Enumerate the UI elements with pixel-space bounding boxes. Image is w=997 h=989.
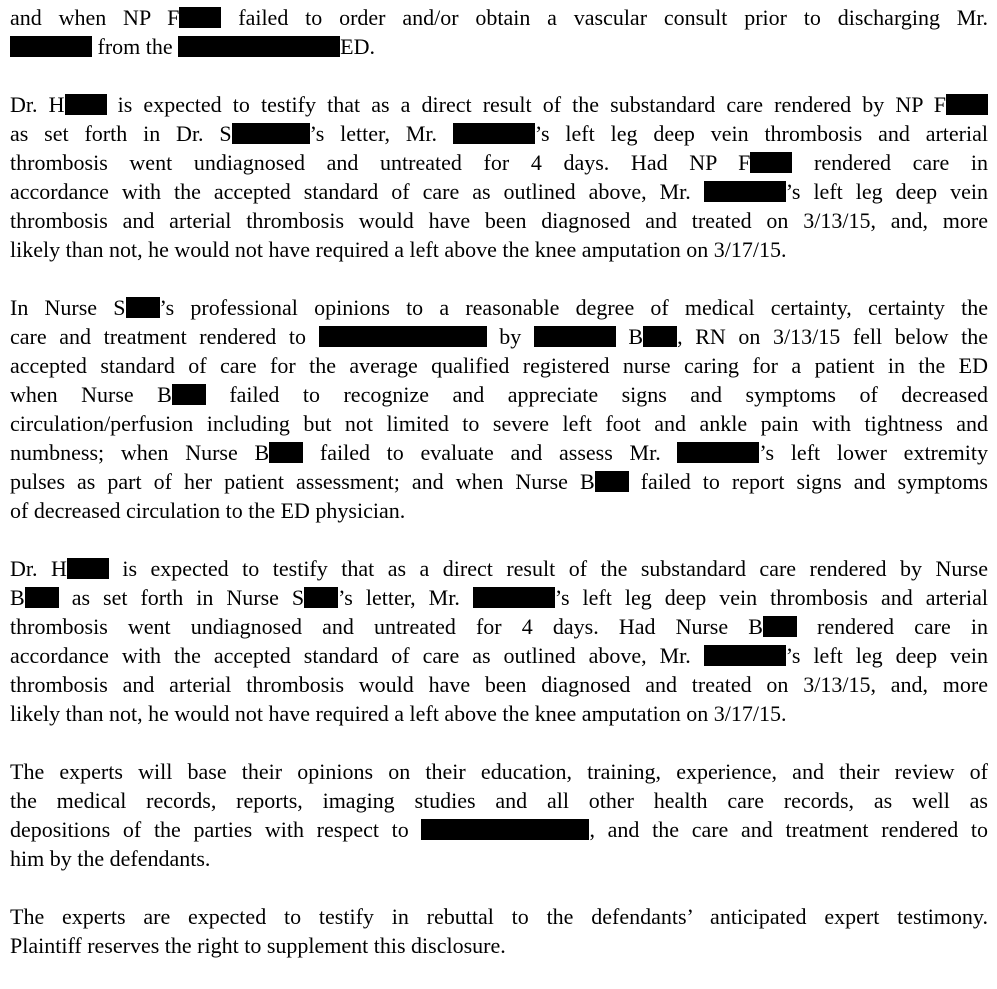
text-segment: likely than not, he would not have required a left above the knee amputation on 3/17/15. [10, 701, 787, 726]
text-segment: pulses as part of her patient assessment; and when Nurse B [10, 469, 595, 494]
text-segment: ED. [340, 34, 375, 59]
text-line [10, 3, 988, 32]
text-segment: accordance with the accepted standard of care as outlined above, Mr. [10, 643, 704, 668]
text-segment: as set forth in Dr. S [10, 121, 232, 146]
redaction-box [172, 384, 206, 405]
redaction-box [65, 94, 107, 115]
text-segment: him by the defendants. [10, 846, 211, 871]
redaction-box [534, 326, 616, 347]
text-line [10, 351, 988, 380]
text-segment: failed to evaluate and assess Mr. [303, 440, 678, 465]
text-line [10, 670, 988, 699]
text-segment: ’s left leg deep vein thrombosis and arterial [554, 585, 988, 610]
redaction-box [595, 471, 629, 492]
paragraph [10, 90, 988, 264]
redaction-box [126, 297, 160, 318]
text-segment: The experts are expected to testify in rebuttal to the defendants’ anticipated expert testimony. [10, 904, 988, 929]
text-segment: failed to report signs and symptoms [628, 469, 988, 494]
redaction-box [421, 819, 589, 840]
text-segment: by [486, 324, 534, 349]
redaction-box [704, 181, 786, 202]
redaction-box [704, 645, 786, 666]
text-segment: is expected to testify that as a direct result of the substandard care rendered by NP F [106, 92, 946, 117]
document-page [10, 3, 988, 989]
text-line [10, 206, 988, 235]
redaction-box [677, 442, 759, 463]
text-segment: ’s professional opinions to a reasonable degree of medical certainty, certainty the [159, 295, 988, 320]
redaction-box [67, 558, 109, 579]
text-line [10, 438, 988, 467]
text-segment: accordance with the accepted standard of care as outlined above, Mr. [10, 179, 704, 204]
text-segment: rendered care in [796, 614, 988, 639]
text-line [10, 902, 988, 931]
text-segment: Dr. H [10, 92, 65, 117]
text-segment: B [10, 585, 25, 610]
text-segment: the medical records, reports, imaging studies and all other health care records, as well as [10, 788, 988, 813]
text-segment: and when NP F [10, 5, 180, 30]
text-segment: ’s letter, Mr. [309, 121, 453, 146]
text-segment: thrombosis and arterial thrombosis would have been diagnosed and treated on 3/13/15, and, more [10, 672, 988, 697]
redaction-box [763, 616, 797, 637]
redaction-box [453, 123, 535, 144]
text-line [10, 815, 988, 844]
redaction-box [232, 123, 310, 144]
text-segment: rendered care in [792, 150, 988, 175]
text-segment: depositions of the parties with respect to [10, 817, 422, 842]
text-line [10, 699, 988, 728]
text-segment: failed to recognize and appreciate signs and symptoms of decreased [205, 382, 988, 407]
text-segment: , RN on 3/13/15 fell below the [677, 324, 988, 349]
text-line [10, 177, 988, 206]
text-line [10, 786, 988, 815]
text-segment: thrombosis and arterial thrombosis would have been diagnosed and treated on 3/13/15, and, more [10, 208, 988, 233]
text-line [10, 119, 988, 148]
text-segment: thrombosis went undiagnosed and untreated for 4 days. Had Nurse B [10, 614, 763, 639]
paragraph [10, 3, 988, 61]
text-line [10, 467, 988, 496]
text-line [10, 235, 988, 264]
text-line [10, 844, 988, 873]
text-segment: Plaintiff reserves the right to supplement this disclosure. [10, 933, 506, 958]
text-line [10, 757, 988, 786]
text-segment: Dr. H [10, 556, 67, 581]
text-segment: as set forth in Nurse S [58, 585, 305, 610]
paragraph [10, 554, 988, 728]
paragraph [10, 293, 988, 525]
redaction-box [304, 587, 338, 608]
text-segment: ’s left leg deep vein [785, 643, 988, 668]
redaction-box [179, 7, 221, 28]
text-segment: of decreased circulation to the ED physician. [10, 498, 406, 523]
text-line [10, 583, 988, 612]
text-line [10, 293, 988, 322]
paragraph [10, 902, 988, 960]
text-segment: B [615, 324, 644, 349]
text-segment: ’s left leg deep vein thrombosis and arterial [534, 121, 988, 146]
text-segment: failed to order and/or obtain a vascular consult prior to discharging Mr. [221, 5, 988, 30]
text-segment: ’s left lower extremity [759, 440, 988, 465]
text-segment: , and the care and treatment rendered to [589, 817, 988, 842]
text-line [10, 32, 988, 61]
text-segment: circulation/perfusion including but not limited to severe left foot and ankle pain with tightness and [10, 411, 988, 436]
redaction-box [643, 326, 677, 347]
text-segment: accepted standard of care for the average qualified registered nurse caring for a patient in the ED [10, 353, 988, 378]
redaction-box [319, 326, 487, 347]
text-segment: is expected to testify that as a direct result of the substandard care rendered by Nurse [108, 556, 988, 581]
text-line [10, 90, 988, 119]
text-line [10, 931, 988, 960]
text-segment: thrombosis went undiagnosed and untreated for 4 days. Had NP F [10, 150, 751, 175]
text-line [10, 409, 988, 438]
text-segment: ’s left leg deep vein [785, 179, 988, 204]
redaction-box [178, 36, 340, 57]
text-segment: In Nurse S [10, 295, 126, 320]
redaction-box [473, 587, 555, 608]
redaction-box [25, 587, 59, 608]
text-line [10, 380, 988, 409]
text-line [10, 322, 988, 351]
redaction-box [750, 152, 792, 173]
text-segment: numbness; when Nurse B [10, 440, 270, 465]
text-segment: likely than not, he would not have required a left above the knee amputation on 3/17/15. [10, 237, 787, 262]
text-segment: when Nurse B [10, 382, 172, 407]
paragraph [10, 757, 988, 873]
text-segment: from the [92, 34, 179, 59]
text-line [10, 612, 988, 641]
redaction-box [269, 442, 303, 463]
text-segment: care and treatment rendered to [10, 324, 319, 349]
redaction-box [10, 36, 92, 57]
text-line [10, 148, 988, 177]
redaction-box [946, 94, 988, 115]
text-segment: The experts will base their opinions on their education, training, experience, and their review of [10, 759, 988, 784]
text-line [10, 554, 988, 583]
text-segment: ’s letter, Mr. [338, 585, 473, 610]
text-line [10, 496, 988, 525]
text-line [10, 641, 988, 670]
